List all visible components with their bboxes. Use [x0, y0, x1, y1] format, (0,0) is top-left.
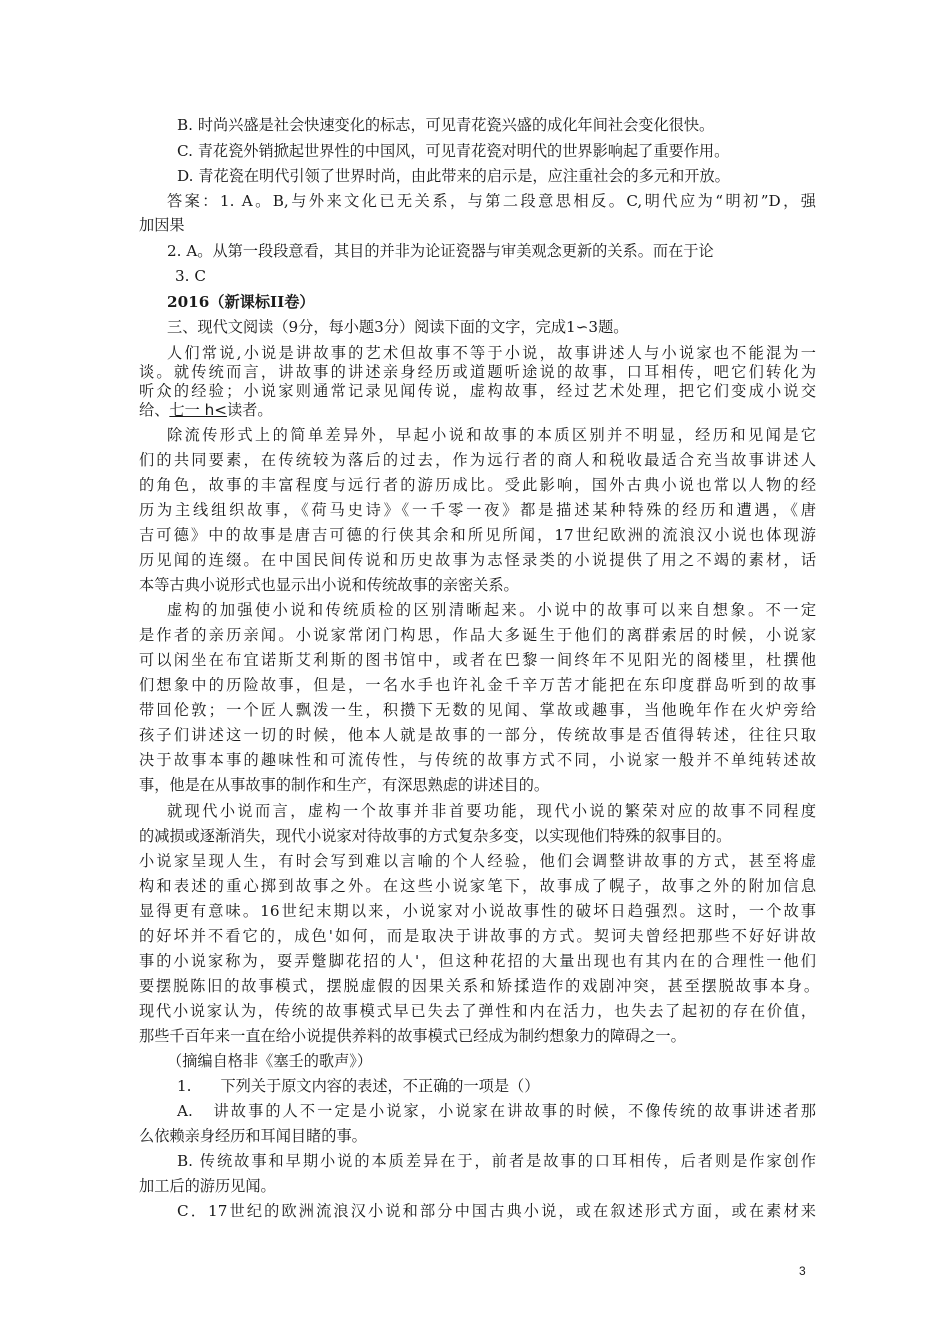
page-number: 3	[799, 1264, 806, 1278]
paragraph-4-line: 的好坏并不看它的，成色'如何，而是取决于讲故事的方式。契诃夫曾经把那些不好好讲故	[139, 927, 816, 945]
paragraph-2-line: 们的共同要素，在传统较为落后的过去，作为远行者的商人和税收最适合充当故事讲述人	[139, 451, 816, 469]
paragraph-4-line: 事的小说家称为，耍弄蹩脚花招的人'，但这种花招的大量出现也有其内在的合理性一他们	[139, 952, 816, 970]
paragraph-4-line: 就现代小说而言，虚构一个故事并非首要功能，现代小说的繁荣对应的故事不同程度	[167, 802, 816, 820]
paragraph-4-line: 显得更有意味。16世纪末期以来，小说家对小说故事性的破坏日趋强烈。这时，一个故事	[139, 902, 816, 920]
question-1-option-c: C．17世纪的欧洲流浪汉小说和部分中国古典小说，或在叙述形式方面，或在素材来	[177, 1202, 816, 1220]
paragraph-3-line: 孩子们讲述这一切的时候，他本人就是故事的一部分，传统故事是否值得转述，往往只取	[139, 726, 816, 744]
paragraph-3-line: 是作者的亲历亲闻。小说家常闭门构思，作品大多诞生于他们的离群索居的时候，小说家	[139, 626, 816, 644]
text-fragment: 给、	[139, 401, 170, 419]
section-year-title: 2016（新课标II卷）	[167, 293, 315, 311]
paragraph-2-line: 本等古典小说形式也显示出小说和传统故事的亲密关系。	[139, 576, 519, 594]
section-heading: 三、现代文阅读（9分，每小题3分）阅读下面的文字，完成1∽3题。	[167, 318, 629, 336]
answer-line-cont: 加因果	[139, 216, 185, 234]
paragraph-1-line	[139, 399, 273, 421]
paragraph-2-line: 的角色，故事的丰富程度与远行者的游历成比。受此影响，国外古典小说也常以人物的经	[139, 476, 816, 494]
question-1-option-b: B. 传统故事和早期小说的本质差异在于，前者是故事的口耳相传，后者则是作家创作	[177, 1152, 816, 1170]
underlined-garbled-text: 七一 h<	[169, 401, 227, 419]
question-1-option-a-cont: 么依赖亲身经历和耳闻目睹的事。	[139, 1127, 367, 1145]
option-d-line: D. 青花瓷在明代引领了世界时尚，由此带来的启示是，应注重社会的多元和开放。	[177, 167, 730, 185]
question-1-stem: 1. 下列关于原文内容的表述，不正确的一项是（）	[177, 1077, 540, 1095]
paragraph-4-line: 现代小说家认为，传统的故事模式早已失去了弹性和内在活力，也失去了起初的存在价值，	[139, 1002, 816, 1020]
question-1-option-a: A. 讲故事的人不一定是小说家，小说家在讲故事的时候，不像传统的故事讲述者那	[177, 1102, 816, 1120]
paragraph-3-line: 决于故事本事的趣味性和可流传性，与传统的故事方式不同，小说家一般并不单纯转述故	[139, 751, 816, 769]
answer-3-line: 3. C	[175, 267, 206, 285]
paragraph-1-line: 听众的经验；小说家则通常记录见闻传说，虚构故事，经过艺术处理，把它们变成小说交	[139, 382, 816, 400]
question-1-option-b-cont: 加工后的游历见闻。	[139, 1177, 276, 1195]
answer-2-line: 2. A。从第一段段意看，其目的并非为论证瓷器与审美观念更新的关系。而在于论	[167, 242, 714, 260]
paragraph-4-line: 的减损或逐渐消失，现代小说家对待故事的方式复杂多变，以实现他们特殊的叙事目的。	[139, 827, 732, 845]
paragraph-1-line: 谈。就传统而言，讲故事的讲述亲身经历或道题听途说的故事，口耳相传，吧它们转化为	[139, 363, 816, 381]
paragraph-3-line: 事，他是在从事故事的制作和生产，有深思熟虑的讲述目的。	[139, 776, 550, 794]
option-b-line: B. 时尚兴盛是社会快速变化的标志，可见青花瓷兴盛的成化年间社会变化很快。	[177, 116, 715, 134]
paragraph-3-line: 们想象中的历险故事，但是，一名水手也许礼金千辛万苦才能把在东印度群岛听到的故事	[139, 676, 816, 694]
paragraph-1-line: 人们常说,小说是讲故事的艺术但故事不等于小说，故事讲述人与小说家也不能混为一	[167, 344, 816, 362]
paragraph-2-line: 除流传形式上的简单差异外，早起小说和故事的本质区别并不明显，经历和见闻是它	[167, 426, 816, 444]
paragraph-4-line: 那些千百年来一直在给小说提供养料的故事模式已经成为制约想象力的障碍之一。	[139, 1027, 686, 1045]
option-c-line: C. 青花瓷外销掀起世界性的中国风，可见青花瓷对明代的世界影响起了重要作用。	[177, 142, 730, 160]
paragraph-4-line: 要摆脱陈旧的故事模式，摆脱虚假的因果关系和矫揉造作的戏剧冲突，甚至摆脱故事本身。	[139, 977, 819, 995]
paragraph-3-line: 虚构的加强使小说和传统质检的区别清晰起来。小说中的故事可以来自想象。不一定	[167, 601, 816, 619]
paragraph-3-line: 可以闲坐在布宜诺斯艾利斯的图书馆中，或者在巴黎一间终年不见阳光的阁楼里，杜撰他	[139, 651, 816, 669]
source-citation: （摘编自格非《塞壬的歌声》）	[167, 1052, 373, 1070]
paragraph-4-line: 小说家呈现人生，有时会写到难以言喻的个人经验，他们会调整讲故事的方式，甚至将虚	[139, 852, 816, 870]
paragraph-2-line: 历为主线组织故事，《荷马史诗》《一千零一夜》都是描述某种特殊的经历和遭遇，《唐	[139, 501, 816, 519]
paragraph-2-line: 历见闻的连缀。在中国民间传说和历史故事为志怪录类的小说提供了用之不竭的素材，话	[139, 551, 816, 569]
answer-line: 答案：1. A。B,与外来文化已无关系，与第二段意思相反。C,明代应为“明初”D，强	[167, 192, 816, 210]
paragraph-4-line: 构和表述的重心掷到故事之外。在这些小说家笔下，故事成了幌子，故事之外的附加信息	[139, 877, 816, 895]
text-fragment: 读者。	[226, 401, 273, 419]
paragraph-3-line: 带回伦敦；一个匠人飘泼一生，积攒下无数的见闻、掌故或趣事，当他晚年作在火炉旁给	[139, 701, 816, 719]
paragraph-2-line: 吉可德》中的故事是唐吉可德的行侠其余和所见所闻，17世纪欧洲的流浪汉小说也体现游	[139, 526, 816, 544]
